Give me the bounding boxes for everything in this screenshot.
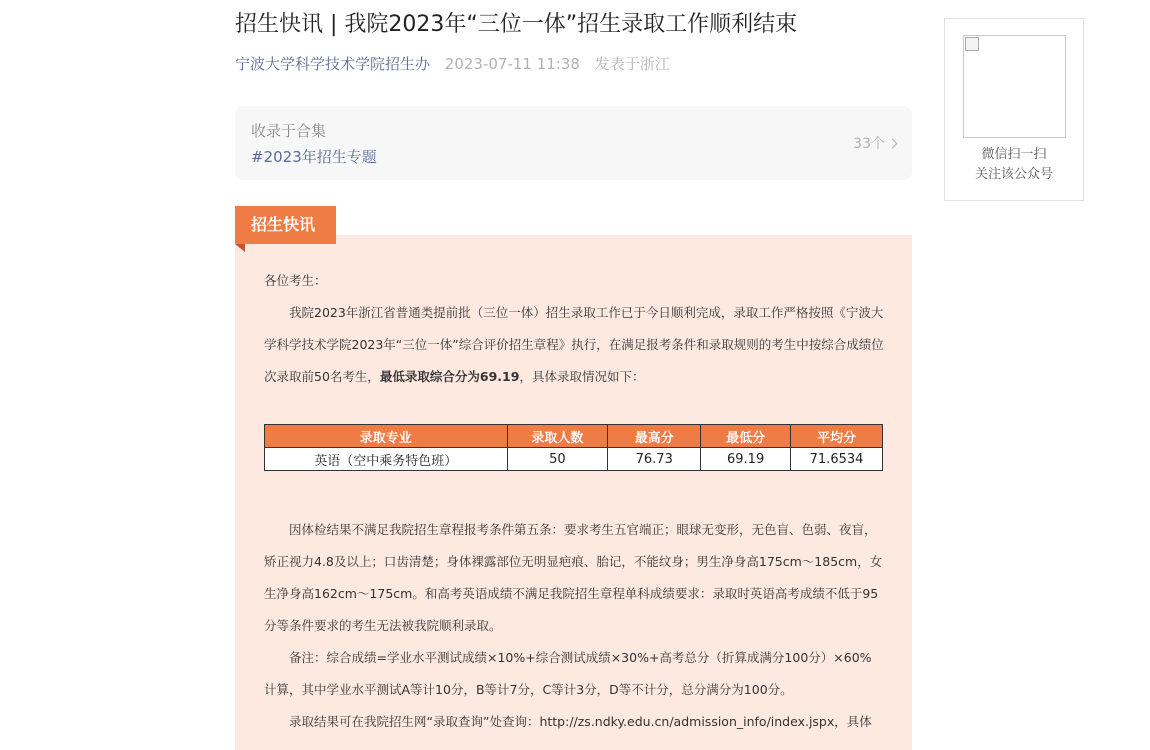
article-meta bbox=[235, 54, 912, 74]
article-title: 招生快讯 | 我院2023年“三位一体”招生录取工作顺利结束 bbox=[235, 12, 798, 37]
banner-fold-decoration bbox=[235, 244, 245, 252]
broken-image-icon bbox=[965, 37, 979, 51]
table-header-cell: 最低分 bbox=[701, 425, 791, 448]
table-row bbox=[265, 448, 883, 471]
physical-exam-paragraph: 因体检结果不满足我院招生章程报考条件第五条：要求考生五官端正；眼球无变形，无色盲、色弱、夜盲，矫正视力4.8及以上；口齿清楚；身体裸露部位无明显疤痕、胎记，不能纹身；男生净身高175cm～185cm，女生净身高162cm～175cm。和高考英语成绩不满足我院招生章程单科成绩要求：录取时英语高考成绩不低于95分等条件要求的考生无法被我院顺利录取。 bbox=[264, 522, 883, 633]
table-header-cell: 平均分 bbox=[791, 425, 883, 448]
collection-label: 收录于合集 bbox=[251, 122, 327, 140]
table-cell: 50 bbox=[507, 448, 608, 471]
qr-caption-line1: 微信扫一扫 bbox=[981, 147, 1047, 162]
intro-paragraph bbox=[264, 297, 884, 393]
account-name-link[interactable]: 宁波大学科学技术学院招生办 bbox=[235, 55, 431, 73]
table-header-cell: 最高分 bbox=[608, 425, 701, 448]
publish-location: 发表于浙江 bbox=[594, 55, 670, 73]
table-cell: 76.73 bbox=[608, 448, 701, 471]
query-paragraph: 录取结果可在我院招生网“录取查询”处查询：http://zs.ndky.edu.cn/admission_info/index.jspx，具体 bbox=[289, 714, 872, 729]
note-paragraph: 备注：综合成绩=学业水平测试成绩×10%+综合测试成绩×30%+高考总分（折算成满分100分）×60%计算，其中学业水平测试A等计10分，B等计7分，C等计3分，D等不计分，总分满分为100分。 bbox=[264, 650, 872, 697]
collection-card[interactable] bbox=[235, 106, 912, 180]
min-score-highlight: 最低录取综合分为69.19 bbox=[379, 369, 520, 384]
qr-code-panel bbox=[944, 18, 1084, 201]
section-banner: 招生快讯 bbox=[235, 206, 336, 244]
table-header-cell: 录取人数 bbox=[507, 425, 608, 448]
qr-code-image bbox=[963, 35, 1066, 138]
qr-caption-line2: 关注该公众号 bbox=[974, 167, 1053, 182]
table-cell: 71.6534 bbox=[791, 448, 883, 471]
admission-table bbox=[264, 424, 883, 471]
intro-text-a: 我院2023年浙江省普通类提前批（三位一体）招生录取工作已于今日顺利完成，录取工作严格按照《宁波大学科学技术学院2023年“三位一体”综合评价招生章程》执行，在满足报考条件和录取规则的考生中按综合成绩位次录取前50名考生， bbox=[264, 305, 884, 384]
chevron-right-icon bbox=[888, 139, 898, 149]
collection-tag-link[interactable]: #2023年招生专题 bbox=[251, 148, 377, 166]
greeting-text: 各位考生： bbox=[264, 273, 327, 288]
collection-count-text: 33个 bbox=[853, 136, 885, 152]
collection-count[interactable] bbox=[853, 133, 896, 153]
intro-text-b: ，具体录取情况如下： bbox=[519, 369, 645, 384]
table-header-row bbox=[265, 425, 883, 448]
table-cell: 69.19 bbox=[701, 448, 791, 471]
publish-time: 2023-07-11 11:38 bbox=[444, 55, 580, 73]
qr-caption bbox=[945, 145, 1083, 185]
article bbox=[235, 0, 912, 729]
table-cell: 英语（空中乘务特色班） bbox=[265, 448, 508, 471]
article-content bbox=[235, 206, 912, 750]
table-header-cell: 录取专业 bbox=[265, 425, 508, 448]
